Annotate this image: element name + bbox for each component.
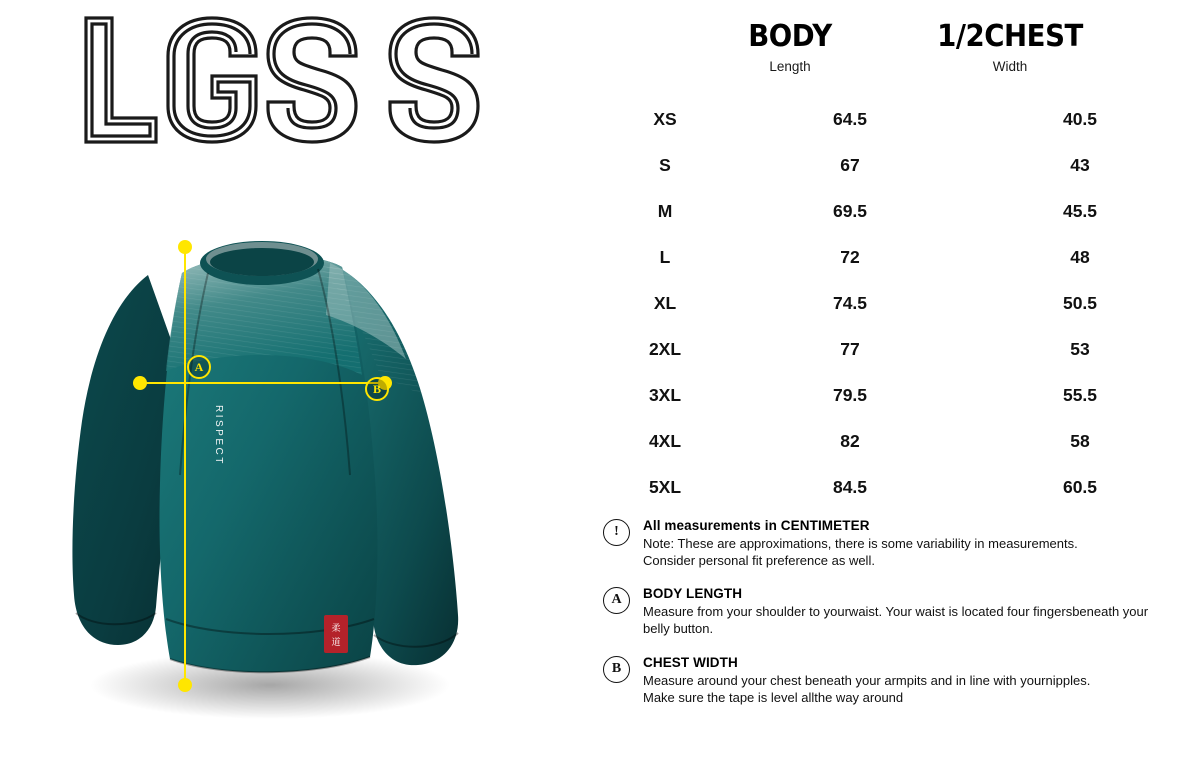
note-measurements [595, 518, 1195, 569]
cell-size: XL [653, 292, 677, 313]
note-title: BODY LENGTH [643, 586, 743, 602]
table-row [590, 418, 1200, 464]
cell-length: 72 [840, 246, 860, 267]
cell-size: 4XL [648, 430, 682, 451]
cell-size: S [659, 154, 671, 175]
size-table [590, 96, 1200, 510]
table-row [590, 372, 1200, 418]
note-line: Measure from your shoulder to yourwaist. Your waist is located four fingersbeneath your [643, 604, 1149, 620]
note-title: CHEST WIDTH [643, 654, 738, 670]
cell-chest: 45.5 [1062, 200, 1098, 221]
chest-brand-text: RISPECT [213, 405, 224, 466]
right-panel [590, 0, 1200, 781]
note-line: Note: These are approximations, there is some variability in measurements. [643, 536, 1078, 551]
marker-b-icon: B [603, 656, 630, 683]
column-subtitle-width: Width [992, 59, 1028, 74]
cell-size: 3XL [648, 384, 682, 405]
cell-length: 79.5 [832, 384, 868, 405]
cell-length: 84.5 [832, 476, 868, 497]
column-title-body: BODY [748, 19, 832, 54]
cell-size: M [657, 200, 673, 221]
svg-text:柔: 柔 [331, 624, 341, 634]
cell-chest: 43 [1070, 154, 1090, 175]
cell-size: XS [653, 108, 677, 129]
cell-chest: 53 [1070, 338, 1090, 359]
cell-length: 69.5 [832, 200, 868, 221]
column-header-body [690, 19, 890, 74]
cell-size: 2XL [648, 338, 682, 359]
cell-chest: 58 [1070, 430, 1090, 451]
cell-length: 82 [840, 430, 860, 451]
table-row [590, 142, 1200, 188]
column-title-chest: 1/2CHEST [937, 19, 1083, 54]
svg-text:道: 道 [331, 638, 341, 648]
note-body-length [595, 586, 1195, 637]
cell-length: 74.5 [832, 292, 868, 313]
note-line: Make sure the tape is level allthe way around [643, 689, 904, 705]
garment-illustration [30, 215, 560, 745]
table-row [590, 188, 1200, 234]
note-line: Measure around your chest beneath your armpits and in line with yournipples. [643, 672, 1091, 688]
cell-chest: 40.5 [1062, 108, 1098, 129]
exclamation-icon: ! [603, 519, 630, 546]
note-chest-width [595, 655, 1195, 706]
marker-a-icon: A [603, 587, 630, 614]
table-row [590, 96, 1200, 142]
note-line: Consider personal fit preference as well. [643, 553, 875, 569]
note-line: belly button. [643, 621, 714, 637]
cell-length: 67 [840, 154, 860, 175]
table-row [590, 326, 1200, 372]
table-header [590, 0, 1200, 96]
cell-size: L [659, 246, 671, 267]
column-header-chest [910, 19, 1110, 74]
cell-chest: 50.5 [1062, 292, 1098, 313]
measurement-guides [30, 215, 560, 745]
column-subtitle-length: Length [769, 59, 811, 74]
cell-length: 77 [840, 338, 860, 359]
cell-chest: 48 [1070, 246, 1090, 267]
table-row [590, 280, 1200, 326]
cell-length: 64.5 [832, 108, 868, 129]
marker-a-badge: A [187, 355, 211, 379]
table-row [590, 234, 1200, 280]
cell-chest: 60.5 [1062, 476, 1098, 497]
marker-b-badge: B [365, 377, 389, 401]
note-title: All measurements in CENTIMETER [643, 518, 870, 533]
notes-section [595, 518, 1195, 723]
brand-logo [78, 10, 498, 150]
left-panel [0, 0, 590, 781]
table-row [590, 464, 1200, 510]
cell-chest: 55.5 [1062, 384, 1098, 405]
cell-size: 5XL [648, 476, 682, 497]
